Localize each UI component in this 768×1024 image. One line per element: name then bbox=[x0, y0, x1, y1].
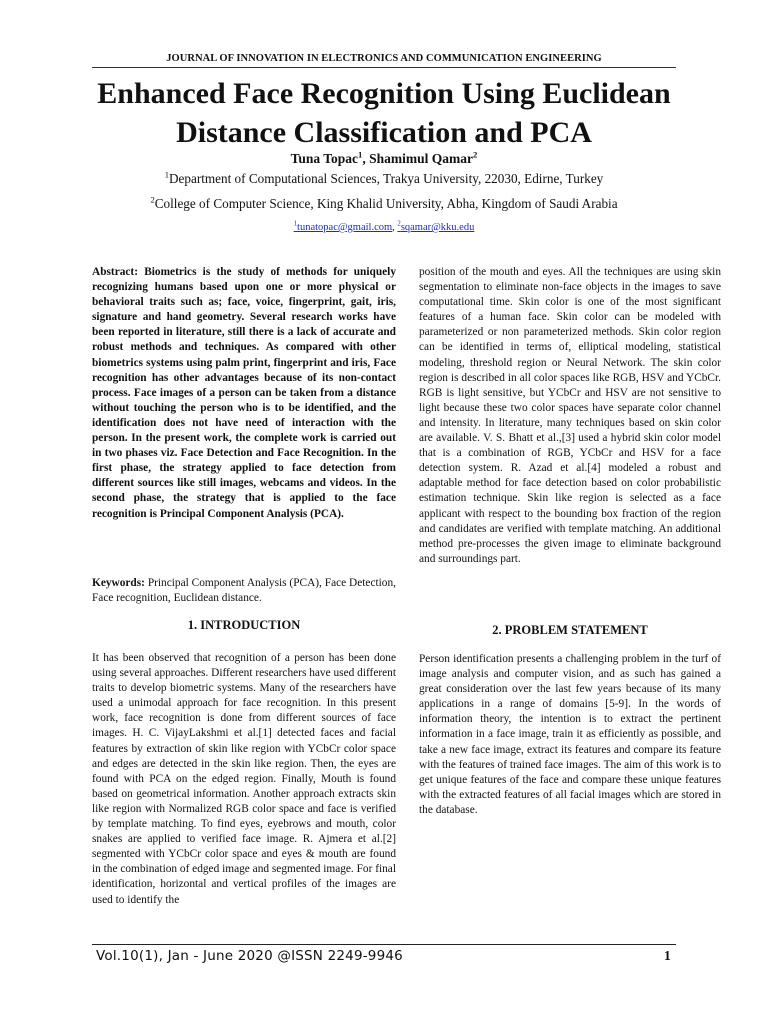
affiliation-1-sup: 1 bbox=[164, 169, 169, 180]
author-line bbox=[0, 151, 768, 167]
affiliation-2-text: College of Computer Science, King Khalid University, Abha, Kingdom of Saudi Arabia bbox=[154, 196, 618, 211]
header-divider bbox=[92, 67, 676, 68]
problem-statement-text: Person identification presents a challenging problem in the turf of image analysis and computer vision, and as such has gained a great consideration over the last few years because of its many applications in a range of domains [5-9]. In the words of information theory, the intention is to extract the pertinent information in a face image, train it as efficiently as possible, and take a new face image, extract its features and compare its feature with the features of trained face images. The aim of this work is to get unique features of the face and compare these unique features with the extracted features of all facial images which are stored in the database. bbox=[419, 653, 721, 816]
email-link-2[interactable] bbox=[397, 222, 474, 233]
affiliation-2-sup: 2 bbox=[150, 194, 155, 205]
journal-header: JOURNAL OF INNOVATION IN ELECTRONICS AND COMMUNICATION ENGINEERING bbox=[166, 53, 602, 64]
footer-volume: Vol.10(1), Jan - June 2020 @ISSN 2249-9946 bbox=[96, 948, 403, 964]
email-2-text: sqamar@kku.edu bbox=[400, 222, 475, 233]
email-1-sup: 1 bbox=[293, 220, 298, 228]
section-1-heading: 1. INTRODUCTION bbox=[187, 618, 301, 632]
author-2-sup: 2 bbox=[473, 149, 478, 160]
keywords-label: Keywords: bbox=[92, 577, 145, 589]
author-separator: , bbox=[362, 151, 370, 166]
affiliation-1 bbox=[0, 171, 768, 187]
keywords-text: Principal Component Analysis (PCA), Face Detection, Face recognition, Euclidean distance. bbox=[92, 577, 396, 605]
page-number: 1 bbox=[664, 948, 671, 963]
section-2-heading: 2. PROBLEM STATEMENT bbox=[492, 623, 648, 637]
introduction-continuation: position of the mouth and eyes. All the techniques are using skin segmentation to eliminate non-face objects in the images to save computational time. Skin color is one of the most significant features of a human face. Skin color can be modeled with parameterized or non parameterized methods. Skin color region can be identified in terms of, elliptical modeling, statistical modeling, threshold region or Neural Network. The skin color region is described in all color spaces like RGB, HSV and YCbCr. RGB is light sensitive, but YCbCr and HSV are not sensitive to light because these two color spaces have separate color channel and intensity. In literature, many techniques based on skin color are available. V. S. Bhatt et al.,[3] used a hybrid skin color model that is a combination of RGB, YCbCr and HSV for a face detection system. R. Azad et al.[4] modeled a robust and adaptable method for face detection based on color probabilistic estimation technique. Skin like region is selected as a face applicant with respect to the bounding box fraction of the region and candidates are verified with template matching. An additional method pre-processes the given image to eliminate background and surroundings part. bbox=[419, 266, 721, 565]
keywords bbox=[92, 576, 396, 606]
affiliation-2 bbox=[0, 196, 768, 212]
email-1-text: tunatopac@gmail.com bbox=[297, 222, 393, 233]
abstract: Abstract: Biometrics is the study of methods for uniquely recognizing humans based upon one or more physical or behavioral traits such as; face, voice, fingerprint, gait, iris, signature and hand geometry. Several research works have been reported in literature, still there is a lack of accurate and robust methods and techniques. As compared with other biometrics systems using palm print, fingerprint and iris, Face recognition has other advantages because of its non-contact process. Face images of a person can be taken from a distance without touching the person who is to be identified, and the identification does not have need of interaction with the person. In the present work, the complete work is carried out in two phases viz. Face Detection and Face Recognition. In the first phase, the strategy applied to face detection from different sources like still images, webcams and videos. In the second phase, the strategy that is applied to the face recognition is Principal Component Analysis (PCA). bbox=[92, 266, 396, 520]
author-1-sup: 1 bbox=[358, 149, 363, 160]
email-link-1[interactable] bbox=[294, 222, 393, 233]
email-2-sup: 2 bbox=[397, 220, 401, 228]
paper-title: Enhanced Face Recognition Using Euclidean Distance Classification and PCA bbox=[97, 77, 671, 149]
email-separator: , bbox=[392, 222, 398, 233]
footer-divider bbox=[92, 944, 676, 945]
author-2: Shamimul Qamar bbox=[369, 151, 474, 166]
email-line bbox=[0, 222, 768, 233]
affiliation-1-text: Department of Computational Sciences, Trakya University, 22030, Edirne, Turkey bbox=[169, 171, 604, 186]
introduction-text: It has been observed that recognition of a person has been done using several approaches. Different researchers have used different traits to develop biometric systems. Many of the researchers have used a unimodal approach for face recognition. In this present work, face recognition is done from different sources of face images. H. C. VijayLakshmi et al.[1] detected faces and facial features by extraction of skin like region with YCbCr color space and edges are detected in the skin like region. Then, the eyes are found with PCA on the edged region. Finally, Mouth is found based on geometrical information. Another approach extracts skin like region with Normalized RGB color space and face is verified by template matching. To find eyes, eyebrows and mouth, color snakes are applied to verified face image. R. Ajmera et al.[2] segmented with YCbCr color space and eyes & mouth are found in the combination of edged image and segmented image. For final identification, horizontal and vertical profiles of the images are used to identify the bbox=[92, 652, 396, 906]
author-1: Tuna Topac bbox=[290, 151, 358, 166]
